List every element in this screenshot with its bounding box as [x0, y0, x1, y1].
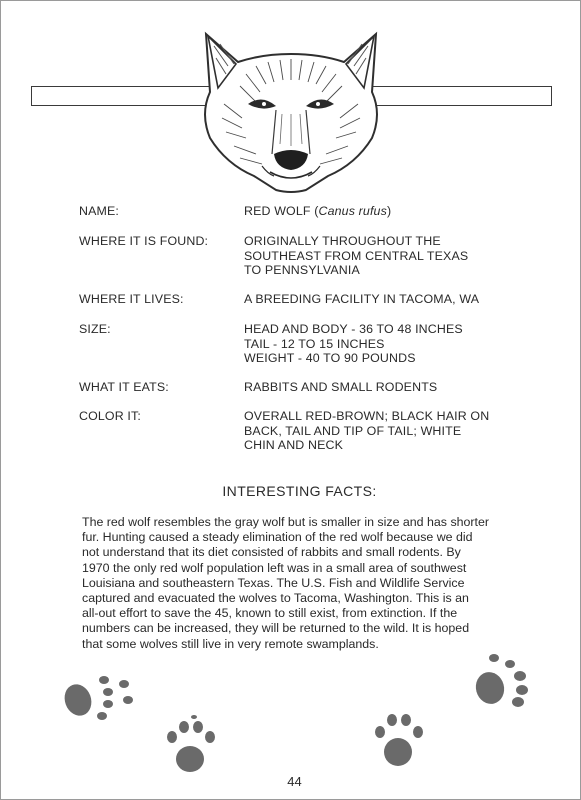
- info-value: [244, 322, 534, 366]
- paw-print-icon: [60, 670, 140, 724]
- info-value-line: A BREEDING FACILITY IN TACOMA, WA: [244, 292, 480, 306]
- info-value-line: RABBITS AND SMALL RODENTS: [244, 380, 438, 394]
- facts-line: The red wolf resembles the gray wolf but is smaller in size and has shorter: [82, 515, 490, 529]
- facts-line: fur. Hunting caused a steady elimination of the red wolf because we did: [82, 530, 473, 545]
- info-value: [244, 204, 534, 219]
- facts-line: not understand that its diet consisted of rabbits and small rodents. By: [82, 545, 461, 560]
- common-name: RED WOLF (: [244, 204, 319, 218]
- paw-print-icon: [160, 715, 220, 779]
- paw-print-icon: [370, 710, 430, 774]
- scientific-name: Canus rufus: [318, 204, 387, 218]
- info-value-line: HEAD AND BODY - 36 TO 48 INCHES: [244, 322, 463, 336]
- facts-line: that some wolves still live in very remote swamplands.: [82, 636, 379, 651]
- info-value-line: CHIN AND NECK: [244, 438, 344, 453]
- info-value: [244, 234, 534, 278]
- info-label: SIZE:: [79, 322, 111, 336]
- facts-line: 1970 the only red wolf population left was in a small area of southwest: [82, 560, 467, 575]
- info-value-line: BACK, TAIL AND TIP OF TAIL; WHITE: [244, 423, 462, 438]
- info-value-line: SOUTHEAST FROM CENTRAL TEXAS: [244, 248, 469, 263]
- page-number: 44: [287, 774, 302, 789]
- section-title: INTERESTING FACTS:: [222, 483, 377, 499]
- paren-close: ): [386, 204, 392, 218]
- info-value-line: ORIGINALLY THROUGHOUT THE: [244, 234, 441, 248]
- facts-line: Louisiana and southeastern Texas. The U.S. Fish and Wildlife Service: [82, 575, 465, 590]
- facts-paragraph: [82, 515, 522, 652]
- info-label: WHAT IT EATS:: [79, 380, 169, 394]
- facts-line: numbers can be increased, they will be returned to the wild. It is hoped: [82, 621, 470, 636]
- wolf-head-icon: [176, 14, 406, 194]
- info-value-line: WEIGHT - 40 TO 90 POUNDS: [244, 351, 416, 366]
- facts-line: captured and evacuated the wolves to Tacoma, Washington. This is an: [82, 591, 469, 606]
- info-value: [244, 292, 534, 307]
- info-value-line: TO PENNSYLVANIA: [244, 263, 360, 278]
- info-value-line: TAIL - 12 TO 15 INCHES: [244, 336, 385, 351]
- facts-line: all-out effort to save the 45, known to still exist, from extinction. If the: [82, 606, 458, 621]
- info-value: [244, 380, 534, 395]
- info-value: [244, 409, 534, 453]
- paw-print-icon: [470, 650, 540, 710]
- info-label: WHERE IT IS FOUND:: [79, 234, 209, 248]
- info-label: WHERE IT LIVES:: [79, 292, 184, 306]
- info-label: COLOR IT:: [79, 409, 141, 423]
- info-value-line: OVERALL RED-BROWN; BLACK HAIR ON: [244, 409, 490, 423]
- info-label: NAME:: [79, 204, 119, 218]
